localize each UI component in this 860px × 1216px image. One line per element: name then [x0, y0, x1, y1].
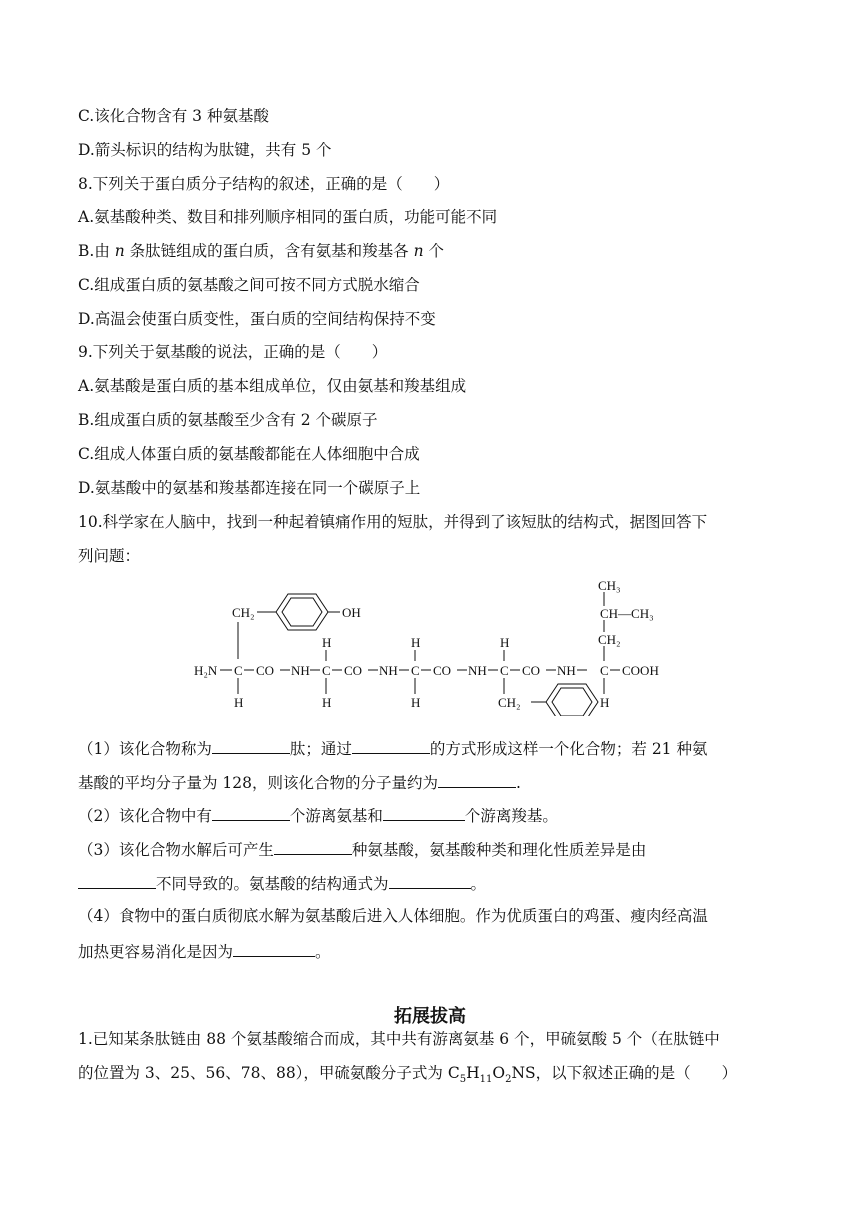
q10-part2 [78, 804, 558, 826]
q10-p4-text-b: 加热更容易消化是因为 [78, 943, 234, 961]
ext1-line1: 1.已知某条肽链由 88 个氨基酸缩合而成，其中共有游离氨基 6 个，甲硫氨酸 5 个（在肽链中 [78, 1030, 720, 1048]
chain-c1: C [234, 663, 243, 678]
q10-p1-text-e: . [516, 774, 521, 792]
q9-stem: 9.下列关于氨基酸的说法，正确的是（ ） [78, 343, 388, 361]
q7-option-d: D.箭头标识的结构为肽键，共有 5 个 [78, 141, 332, 159]
answer-blank[interactable] [383, 804, 465, 821]
h-above-c4: H [500, 635, 510, 650]
q7-option-c: C.该化合物含有 3 种氨基酸 [78, 107, 269, 125]
q10-p1-text-c: 的方式形成这样一个化合物；若 21 种氨 [429, 740, 708, 758]
h-below-c5: H [600, 695, 610, 710]
q9-option-b: B.组成蛋白质的氨基酸至少含有 2 个碳原子 [78, 411, 378, 429]
q9-option-a: A.氨基酸是蛋白质的基本组成单位，仅由氨基和羧基组成 [78, 377, 467, 395]
q10-part3-line1 [78, 838, 646, 860]
tyr-oh: OH [342, 605, 361, 620]
h-below-c2: H [322, 695, 332, 710]
chain-nh4: NH [557, 663, 576, 678]
q10-p3-text-a: （3）该化合物水解后可产生 [78, 841, 274, 859]
phe-ch2: CH₂ [498, 695, 521, 710]
q10-part4-line1: （4）食物中的蛋白质彻底水解为氨基酸后进入人体细胞。作为优质蛋白的鸡蛋、瘦肉经高温 [78, 907, 708, 925]
q8-b-pre: B.由 [78, 242, 115, 260]
formula-sub-2: 2 [505, 1074, 512, 1086]
q10-stem-line1: 10.科学家在人脑中，找到一种起着镇痛作用的短肽，并得到了该短肽的结构式，据图回答下 [78, 513, 708, 531]
answer-blank[interactable] [212, 737, 290, 754]
chain-h2n: H₂N [194, 663, 218, 678]
ext1-text-post: NS，以下叙述正确的是（ ） [511, 1064, 738, 1082]
q8-b-var2: n [413, 242, 424, 260]
q8-option-c: C.组成蛋白质的氨基酸之间可按不同方式脱水缩合 [78, 276, 420, 294]
formula-h: H [466, 1064, 480, 1082]
q8-option-a: A.氨基酸种类、数目和排列顺序相同的蛋白质，功能可能不同 [78, 208, 498, 226]
chain-nh1: NH [291, 663, 310, 678]
chain-nh2: NH [379, 663, 398, 678]
q10-p2-text-a: （2）该化合物中有 [78, 807, 212, 825]
formula-o: O [492, 1064, 506, 1082]
q10-part3-line2 [78, 872, 486, 894]
h-above-c3: H [411, 635, 421, 650]
chain-co2: CO [344, 663, 363, 678]
answer-blank[interactable] [212, 804, 290, 821]
chain-c5: C [600, 663, 609, 678]
q8-b-post: 个 [423, 242, 445, 260]
leu-ch2: CH₂ [598, 632, 621, 647]
peptide-structure-figure [192, 574, 672, 716]
q10-p2-text-c: 个游离羧基。 [464, 807, 558, 825]
q10-p3-text-b: 种氨基酸，氨基酸种类和理化性质差异是由 [351, 841, 647, 859]
formula-sub-5: 5 [459, 1074, 467, 1086]
q10-p1-text-a: （1）该化合物称为 [78, 740, 212, 758]
q10-p3-text-d: 。 [470, 875, 487, 893]
leu-ch3-top: CH₃ [598, 578, 621, 593]
answer-blank[interactable] [438, 771, 516, 788]
chain-co3: CO [433, 663, 452, 678]
q8-option-d: D.高温会使蛋白质变性，蛋白质的空间结构保持不变 [78, 310, 436, 328]
chain-c3: C [411, 663, 420, 678]
q9-option-c: C.组成人体蛋白质的氨基酸都能在人体细胞中合成 [78, 445, 420, 463]
answer-blank[interactable] [233, 940, 315, 957]
q10-part4-line2 [78, 940, 331, 962]
q10-p4-text-c: 。 [315, 943, 331, 961]
q10-part1-line1 [78, 737, 707, 759]
h-below-c3: H [411, 695, 421, 710]
ext1-text-pre: 的位置为 3、25、56、78、88），甲硫氨酸分子式为 C [78, 1064, 460, 1082]
q10-p1-text-d: 基酸的平均分子量为 128，则该化合物的分子量约为 [78, 774, 439, 792]
formula-sub-11: 11 [479, 1074, 493, 1086]
q8-stem: 8.下列关于蛋白质分子结构的叙述，正确的是（ ） [78, 175, 450, 193]
q10-p2-text-b: 个游离氨基和 [289, 807, 383, 825]
section-heading: 拓展拔高 [394, 1006, 466, 1027]
q8-option-b [78, 241, 444, 261]
leu-ch-ch3: CH—CH₃ [600, 606, 654, 621]
answer-blank[interactable] [352, 737, 430, 754]
q8-b-mid: 条肽链组成的蛋白质，含有氨基和羧基各 [124, 242, 414, 260]
answer-blank[interactable] [274, 838, 352, 855]
q10-p3-text-c: 不同导致的。氨基酸的结构通式为 [156, 875, 389, 893]
q10-p1-text-b: 肽；通过 [289, 740, 352, 758]
chain-co1: CO [256, 663, 275, 678]
tyr-ch2: CH₂ [232, 605, 255, 620]
q9-option-d: D.氨基酸中的氨基和羧基都连接在同一个碳原子上 [78, 479, 421, 497]
chain-cooh: COOH [622, 663, 659, 678]
answer-blank[interactable] [78, 872, 156, 889]
h-above-c2: H [322, 635, 332, 650]
q8-b-var: n [114, 242, 125, 260]
q10-part1-line2 [78, 771, 521, 793]
h-below-c1: H [234, 695, 244, 710]
chain-co4: CO [522, 663, 541, 678]
ext1-line2 [78, 1063, 737, 1090]
chain-c2: C [322, 663, 331, 678]
chain-c4: C [500, 663, 509, 678]
answer-blank[interactable] [389, 872, 471, 889]
chain-nh3: NH [468, 663, 487, 678]
q10-stem-line2: 列问题： [78, 547, 141, 565]
